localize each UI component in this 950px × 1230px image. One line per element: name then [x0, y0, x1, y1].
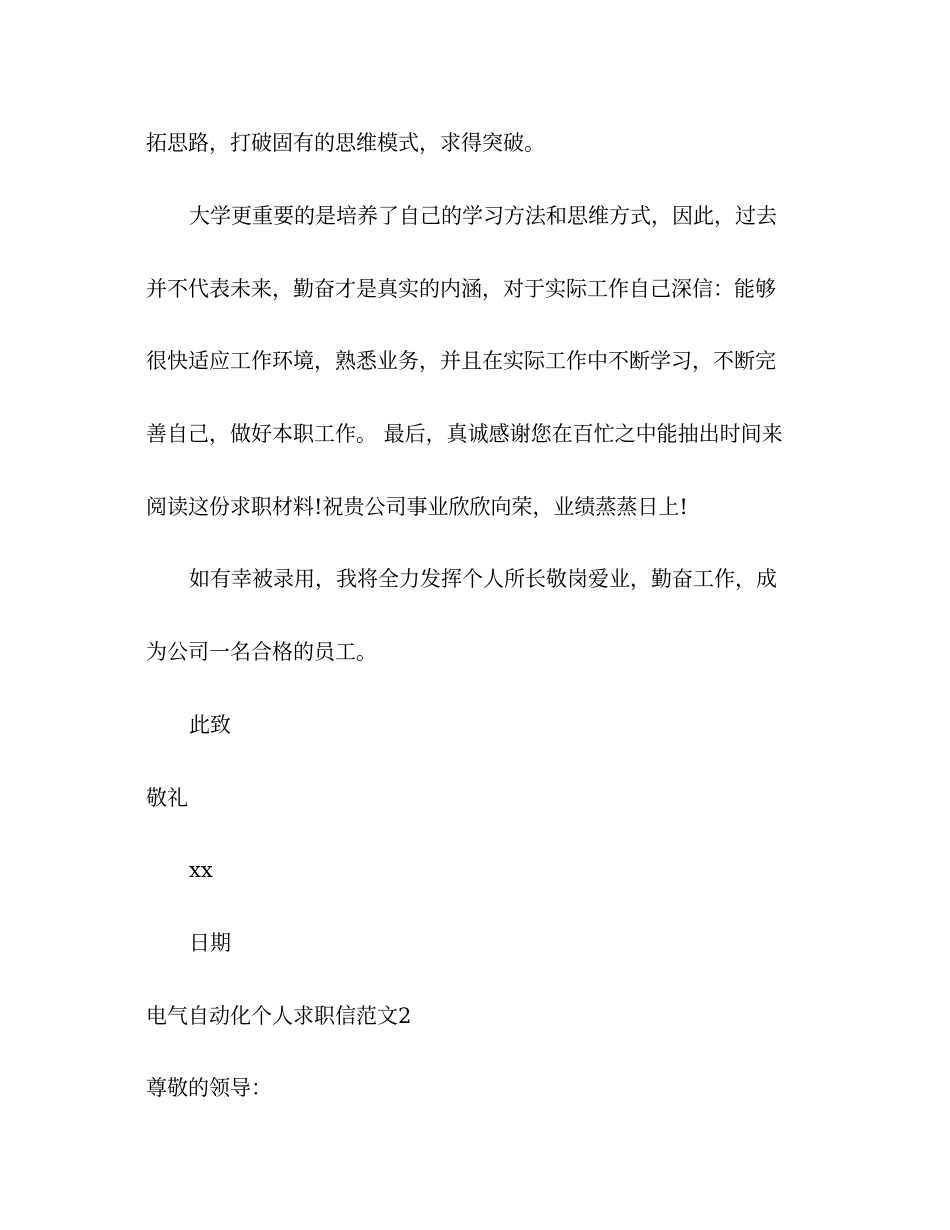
closing-regards: 敬礼	[146, 786, 188, 810]
signature-name: xx	[189, 858, 213, 882]
paragraph-line: 并不代表未来，勤奋才是真实的内涵，对于实际工作自己深信：能够	[146, 277, 776, 301]
paragraph-line: 阅读这份求职材料!祝贵公司事业欣欣向荣，业绩蒸蒸日上!	[146, 495, 688, 519]
paragraph-line: 善自己，做好本职工作。 最后，真诚感谢您在百忙之中能抽出时间来	[146, 422, 783, 446]
paragraph-line: 如有幸被录用，我将全力发挥个人所长敬岗爱业，勤奋工作，成	[189, 567, 777, 591]
closing-salutation: 此致	[189, 713, 231, 737]
greeting-line: 尊敬的领导：	[146, 1076, 272, 1100]
paragraph-line: 拓思路，打破固有的思维模式，求得突破。	[146, 131, 545, 155]
paragraph-line: 大学更重要的是培养了自己的学习方法和思维方式，因此，过去	[189, 204, 777, 228]
section-title: 电气自动化个人求职信范文2	[146, 1004, 412, 1028]
paragraph-line: 为公司一名合格的员工。	[146, 640, 377, 664]
signature-date: 日期	[189, 931, 231, 955]
paragraph-line: 很快适应工作环境，熟悉业务，并且在实际工作中不断学习，不断完	[146, 349, 776, 373]
